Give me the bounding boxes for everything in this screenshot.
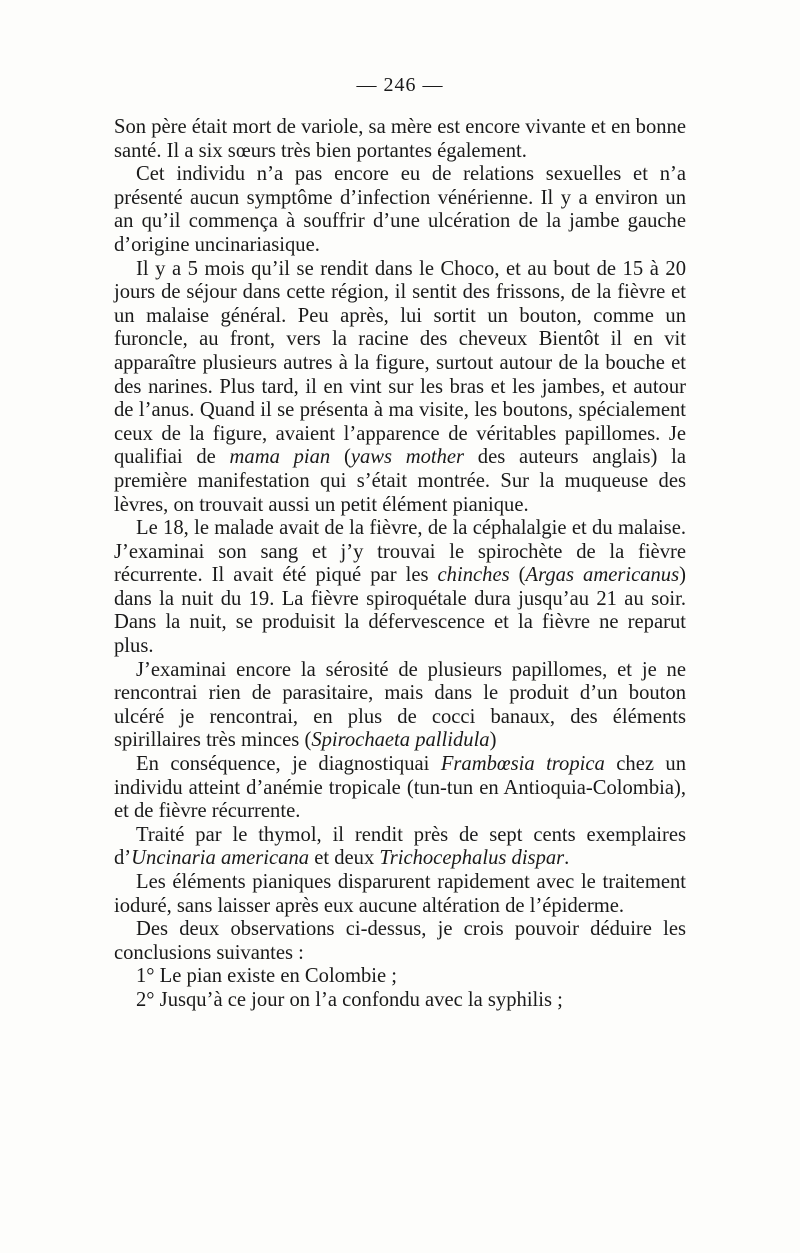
italic-term: yaws mother: [350, 446, 465, 469]
text-run: Son père était mort de variole, sa mère est encore vivante et en bonne santé. Il a six sœurs très bien portantes également.: [114, 116, 686, 162]
text-run: Traité par le thymol, il rendit près de sept cents exemplaires d’: [114, 823, 686, 870]
paragraph: [114, 824, 686, 871]
italic-term: Frambœsia tropica: [440, 753, 605, 776]
paragraph: [114, 258, 686, 518]
italic-term: Argas americanus: [525, 564, 680, 587]
italic-term: Uncinaria americana: [131, 847, 310, 870]
italic-term: mama pian: [229, 446, 331, 469]
paragraph: [114, 753, 686, 824]
text-run: J’examinai encore la sérosité de plusieurs papillomes, et je ne rencontrai rien de parasitaire, mais dans le produit d’un bouton ulcéré je rencontrai, en plus de cocci banaux, des éléments spirillaires très minces (: [114, 658, 686, 752]
text-run: ): [489, 729, 497, 752]
text-run: chez un individu atteint d’anémie tropicale (tun-tun en Antioquia-Colombia), et de fièvre récurrente.: [114, 753, 687, 823]
italic-term: Trichocephalus dispar: [379, 847, 565, 870]
text-run: .: [564, 847, 570, 870]
text-run: des auteurs anglais) la première manifestation qui s’était montrée. Sur la muqueuse des lèvres, on trouvait aussi un petit élément pianique.: [114, 446, 686, 516]
conclusion-item: 1° Le pian existe en Colombie ;: [136, 965, 398, 988]
paragraph: [114, 517, 686, 659]
paragraph: [114, 659, 686, 753]
text-run: Cet individu n’a pas encore eu de relations sexuelles et n’a présenté aucun symptôme d’infection vénérienne. Il y a environ un an qu’il commença à souffrir d’une ulcération de la jambe gauche d’origine uncinariasique.: [114, 163, 686, 256]
paragraph: [114, 163, 686, 257]
body-text: [114, 116, 686, 1013]
paragraph: [114, 918, 686, 965]
text-run: ) dans la nuit du 19. La fièvre spiroquétale dura jusqu’au 21 au soir. Dans la nuit, se produisit la défervescence et la fièvre ne reparut plus.: [114, 564, 686, 658]
paragraph: [114, 871, 686, 918]
conclusion-item: 2° Jusqu’à ce jour on l’a confondu avec la syphilis ;: [136, 988, 563, 1011]
text-run: (: [330, 446, 351, 469]
text-run: En conséquence, je diagnostiquai: [136, 753, 441, 776]
text-run: Il y a 5 mois qu’il se rendit dans le Choco, et au bout de 15 à 20 jours de séjour dans cette région, il sentit des frissons, de la fièvre et un malaise général. Peu après, lui sortit un bouton, comme un furoncle, au front, vers la racine des cheveux Bientôt il en vit apparaître plusieurs autres à la figure, surtout autour de la bouche et des narines. Plus tard, il en vint sur les bras et les jambes, et autour de l’anus. Quand il se présenta à ma visite, les boutons, spécialement ceux de la figure, avaient l’apparence de véritables papillomes. Je qualifiai de: [114, 257, 686, 469]
page-number: — 246 —: [356, 74, 444, 96]
text-run: et deux: [309, 847, 380, 870]
text-run: Le 18, le malade avait de la fièvre, de la céphalalgie et du malaise. J’examinai son sang et j’y trouvai le spirochète de la fièvre récurrente. Il avait été piqué par les: [114, 517, 686, 587]
paragraph: [114, 116, 686, 163]
italic-term: Spirochaeta pallidula: [311, 729, 490, 752]
text-run: Les éléments pianiques disparurent rapidement avec le traitement ioduré, sans laisser après eux aucune altération de l’épiderme.: [114, 871, 686, 917]
text-run: (: [509, 564, 526, 587]
italic-term: chinches: [437, 564, 510, 587]
text-run: Des deux observations ci-dessus, je crois pouvoir déduire les conclusions suivantes :: [114, 918, 686, 964]
